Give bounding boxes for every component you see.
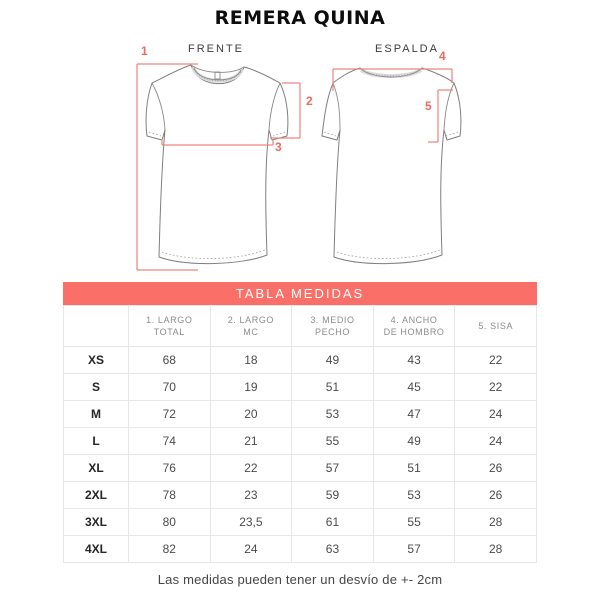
size-cell: XL	[64, 455, 129, 482]
value-cell: 22	[210, 455, 292, 482]
tolerance-note: Las medidas pueden tener un desvío de +- 2cm	[157, 572, 443, 587]
table-row-l	[64, 428, 537, 455]
value-cell: 18	[210, 347, 292, 374]
measurements-table	[63, 305, 537, 563]
table-row-m	[64, 401, 537, 428]
value-cell: 70	[129, 374, 211, 401]
size-cell: M	[64, 401, 129, 428]
value-cell: 51	[373, 455, 455, 482]
value-cell: 28	[455, 509, 537, 536]
value-cell: 22	[455, 374, 537, 401]
value-cell: 53	[292, 401, 374, 428]
value-cell: 21	[210, 428, 292, 455]
page-title: REMERA QUINA	[214, 7, 386, 29]
value-cell: 24	[210, 536, 292, 563]
table-row-xs	[64, 347, 537, 374]
size-cell: L	[64, 428, 129, 455]
size-cell: 4XL	[64, 536, 129, 563]
table-row-4xl	[64, 536, 537, 563]
value-cell: 59	[292, 482, 374, 509]
value-cell: 23,5	[210, 509, 292, 536]
collar-back-edge	[191, 65, 244, 72]
size-cell: 3XL	[64, 509, 129, 536]
col-header-medio-pecho: 3. MEDIO PECHO	[292, 306, 374, 347]
measure-label-1: 1	[141, 44, 148, 58]
value-cell: 19	[210, 374, 292, 401]
measure-label-5: 5	[425, 99, 432, 113]
front-view-label: FRENTE	[188, 43, 244, 55]
value-cell: 22	[455, 347, 537, 374]
value-cell: 63	[292, 536, 374, 563]
measure-label-3: 3	[275, 140, 282, 154]
size-column-header	[64, 306, 129, 347]
measurements-section	[63, 282, 537, 563]
value-cell: 68	[129, 347, 211, 374]
header-row	[64, 306, 537, 347]
measure-label-2: 2	[306, 94, 313, 108]
value-cell: 61	[292, 509, 374, 536]
value-cell: 26	[455, 482, 537, 509]
value-cell: 55	[292, 428, 374, 455]
col-header-largo-mc: 2. LARGO MC	[210, 306, 292, 347]
table-row-2xl	[64, 482, 537, 509]
value-cell: 26	[455, 455, 537, 482]
value-cell: 51	[292, 374, 374, 401]
value-cell: 82	[129, 536, 211, 563]
size-cell: 2XL	[64, 482, 129, 509]
table-row-xl	[64, 455, 537, 482]
value-cell: 23	[210, 482, 292, 509]
back-outline	[322, 68, 461, 264]
value-cell: 24	[455, 401, 537, 428]
value-cell: 53	[373, 482, 455, 509]
front-outline	[146, 65, 288, 264]
value-cell: 80	[129, 509, 211, 536]
value-cell: 57	[292, 455, 374, 482]
size-cell: S	[64, 374, 129, 401]
table-row-3xl	[64, 509, 537, 536]
value-cell: 47	[373, 401, 455, 428]
value-cell: 74	[129, 428, 211, 455]
value-cell: 57	[373, 536, 455, 563]
table-title-banner: TABLA MEDIDAS	[63, 282, 537, 305]
neck-tag	[215, 72, 220, 79]
col-header-ancho-hombro: 4. ANCHO DE HOMBRO	[373, 306, 455, 347]
value-cell: 55	[373, 509, 455, 536]
back-view-label: ESPALDA	[375, 43, 439, 55]
value-cell: 49	[292, 347, 374, 374]
table-row-s	[64, 374, 537, 401]
value-cell: 72	[129, 401, 211, 428]
value-cell: 45	[373, 374, 455, 401]
value-cell: 49	[373, 428, 455, 455]
col-header-sisa: 5. SISA	[455, 306, 537, 347]
front-shirt-drawing	[132, 52, 317, 282]
col-header-largo-total: 1. LARGO TOTAL	[129, 306, 211, 347]
value-cell: 28	[455, 536, 537, 563]
measure-label-4: 4	[439, 49, 446, 63]
value-cell: 20	[210, 401, 292, 428]
value-cell: 43	[373, 347, 455, 374]
value-cell: 78	[129, 482, 211, 509]
value-cell: 76	[129, 455, 211, 482]
size-cell: XS	[64, 347, 129, 374]
value-cell: 24	[455, 428, 537, 455]
